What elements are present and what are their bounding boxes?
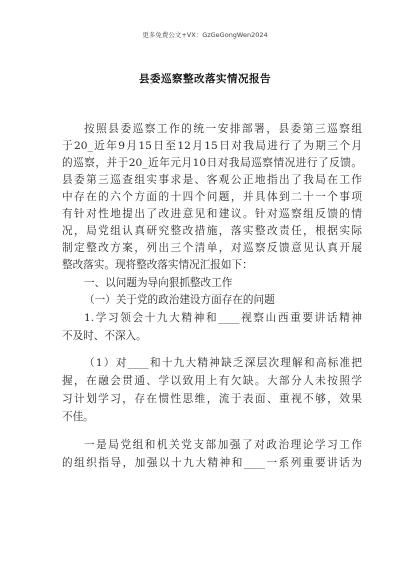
section-heading: 一、以问题为导向狠抓整改工作: [84, 277, 233, 289]
body-line: 县委第三巡查组实事求是、客观公正地指出了我局在工作: [62, 174, 362, 186]
body-line: 制定整改方案，列出三个清单，对巡察反馈意见认真开展: [62, 242, 362, 254]
body-line: 的组织指导，加强以十九大精神和____一系列重要讲话为: [62, 457, 362, 469]
body-line: 按照县委巡察工作的统一安排部署，县委第三巡察组: [84, 123, 362, 135]
body-line: 不佳。: [62, 411, 94, 423]
body-line: （1）对____和十九大精神缺乏深层次理解和高标准把: [84, 357, 362, 369]
header-note: 更多免费公文+VX：GzGeGongWen2024: [142, 31, 268, 39]
subsection-heading: （一）关于党的政治建设方面存在的问题: [84, 294, 275, 306]
body-line: 况，局党组认真研究整改措施，落实整改责任，根据实际: [62, 225, 362, 237]
body-line: 整改落实。现将整改落实情况汇报如下：: [62, 259, 253, 271]
item-heading: 1.学习领会十九大精神和____视察山西重要讲话精神: [84, 312, 362, 324]
body-line: 不及时、不深入。: [62, 330, 147, 342]
body-line: 习计划学习，存在惯性思维，流于表面、重视不够，效果: [62, 393, 362, 405]
document-title: 县委巡察整改落实情况报告: [139, 73, 271, 85]
body-line: 的巡察，并于20_近年元月10日对我局巡察情况进行了反馈。: [62, 157, 362, 169]
body-line: 握，在融会贯通、学以致用上有欠缺。大部分人未按照学: [62, 375, 362, 387]
body-line: 有针对性地提出了改进意见和建议。针对巡察组反馈的情: [62, 208, 362, 220]
body-line: 中存在的六个方面的十四个问题，并具体到二十一个事项: [62, 191, 362, 203]
body-line: 于20_近年9月15日至12月15日对我局进行了为期三个月: [62, 140, 362, 152]
body-line: 一是局党组和机关党支部加强了对政治理论学习工作: [84, 439, 362, 451]
